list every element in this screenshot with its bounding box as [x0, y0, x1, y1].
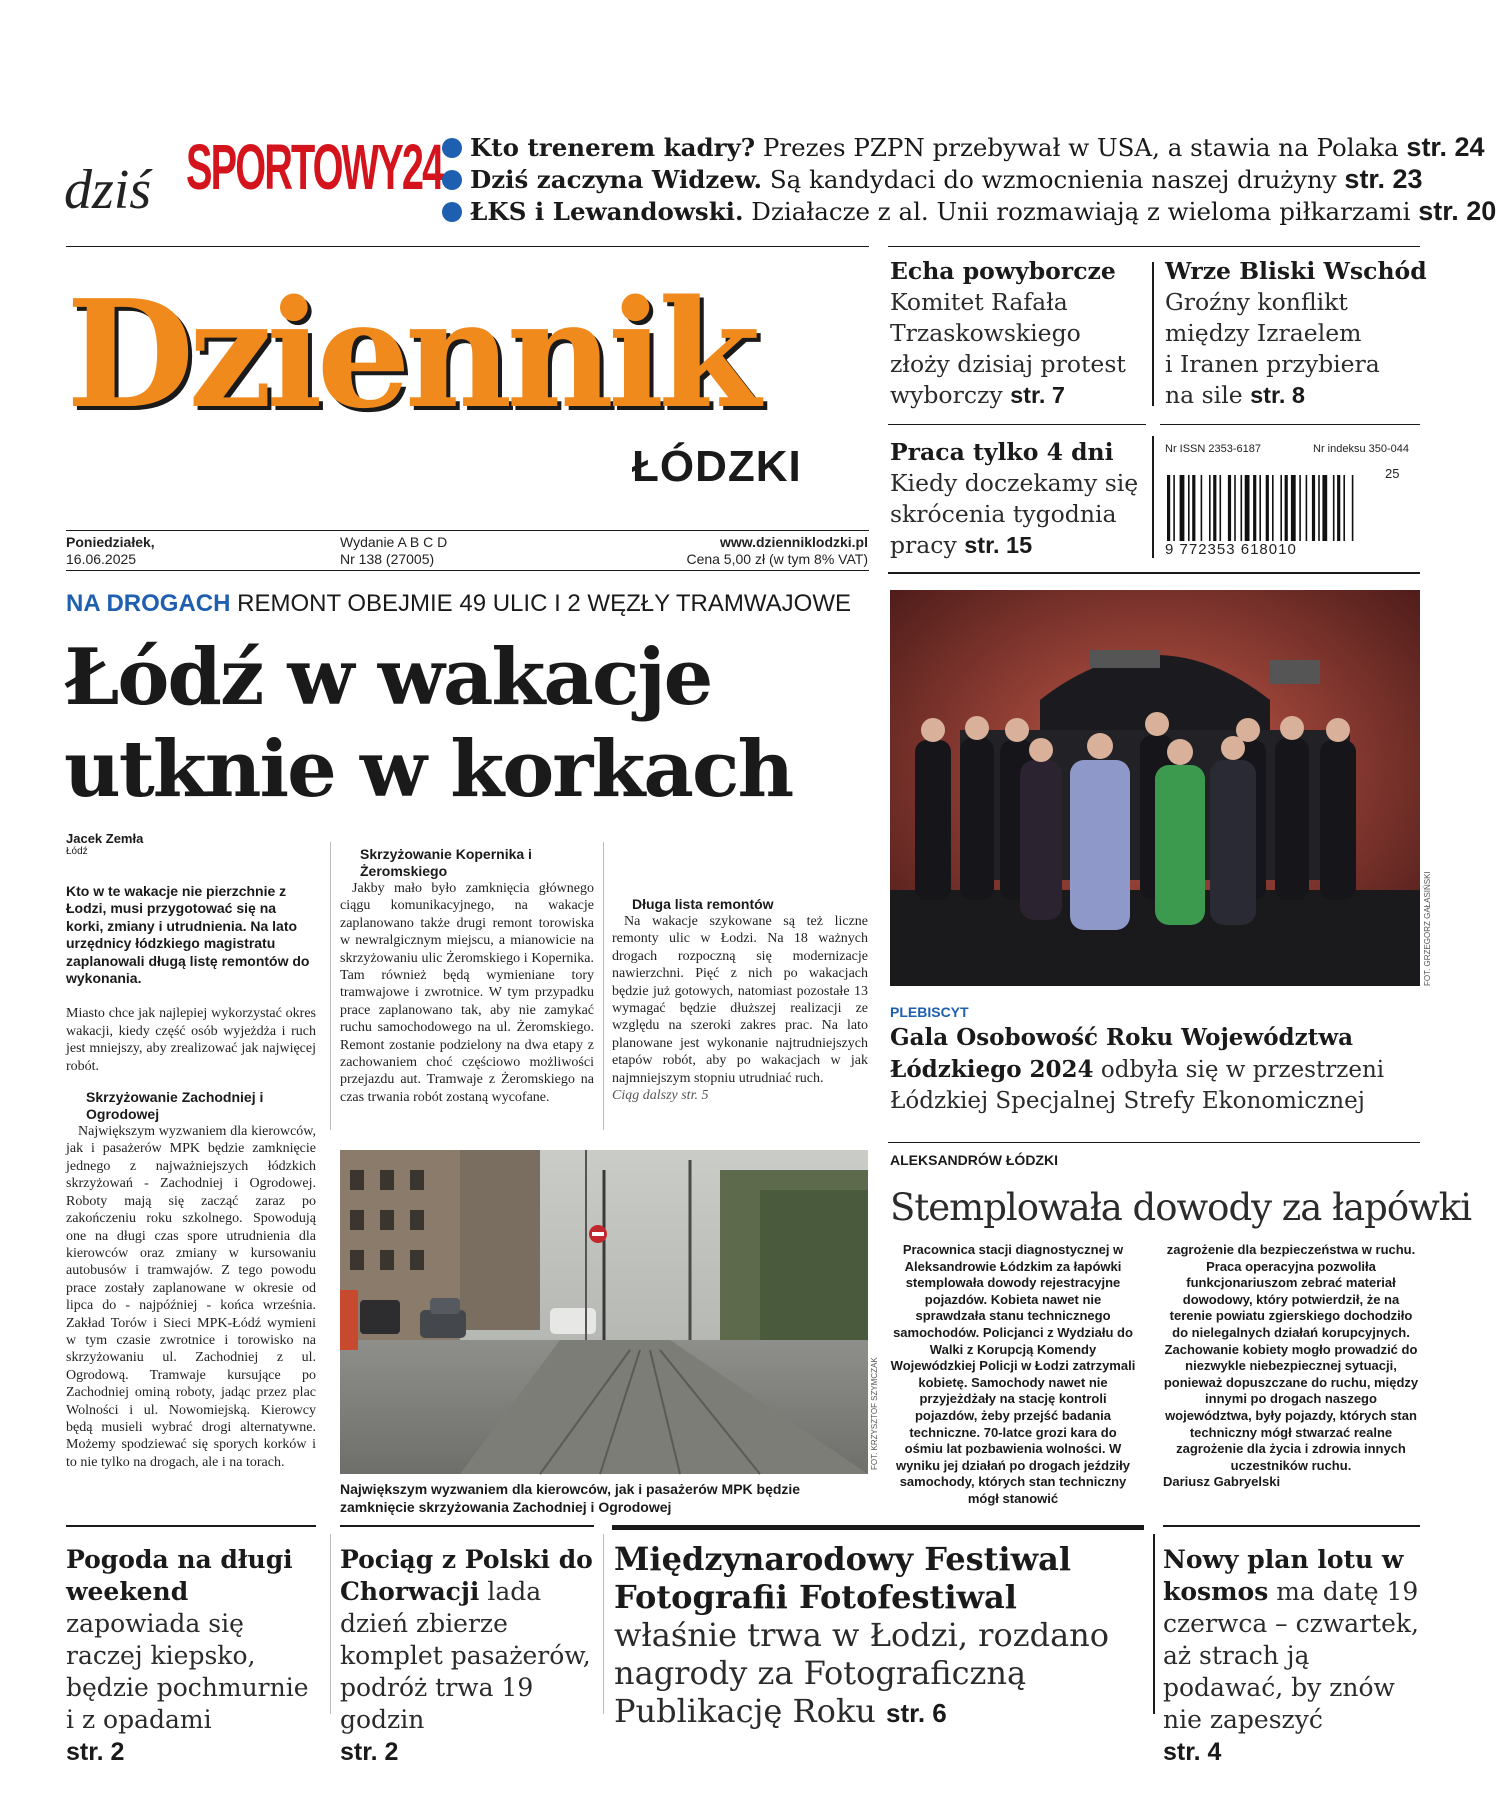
teaser-ref: str. 8 — [1250, 382, 1305, 408]
teaser-head: Wrze Bliski Wschód — [1165, 257, 1427, 285]
article-subhead: Skrzyżowanie Kopernika i Żeromskiego — [360, 846, 532, 879]
teaser-line: i Iranen przybiera — [1165, 350, 1380, 378]
barcode-bar — [1201, 475, 1203, 541]
article-col-1 — [66, 831, 316, 1471]
teaser-head: Echa powyborcze — [890, 257, 1116, 285]
teaser-line: wyborczy — [890, 381, 1011, 409]
sport-teaser-text: Prezes PZPN przebywał w USA, a stawia na Polaka — [755, 133, 1407, 162]
teaser-ref: str. 4 — [1163, 1738, 1222, 1766]
teaser-line: skrócenia tygodnia — [890, 500, 1117, 528]
teaser-head: Nowy plan lotu w kosmos — [1163, 1545, 1404, 1606]
divider — [66, 570, 869, 571]
divider — [888, 424, 1146, 425]
divider — [1152, 436, 1154, 558]
gala-text: odbyła się w przestrzeni Łódzkiej Specjalnej Strefy Ekonomicznej — [890, 1057, 1385, 1114]
barcode-bar — [1280, 475, 1282, 541]
sport-teaser-text: Są kandydaci do wzmocnienia naszej drużyny — [762, 165, 1345, 194]
barcode-bar — [1234, 475, 1236, 541]
dzis-label: dziś — [64, 159, 152, 221]
teaser-head: Pogoda na długi weekend — [66, 1545, 293, 1606]
sport-teaser-ref: str. 20 — [1418, 196, 1496, 226]
divider — [888, 572, 1420, 574]
bottom-teaser-kosmos[interactable] — [1163, 1544, 1420, 1768]
barcode-bar — [1192, 475, 1195, 541]
barcode-bar — [1213, 475, 1216, 541]
article-text: Największym wyzwaniem dla kierowców, jak i pasażerów MPK będzie zamknięcie jednego z najważniejszych łódzkich skrzyżowań - Zachodniej i Ogrodowej. Roboty mają się zacząć zaraz po zakończeniu roku szkolnego. Spowodują one na długi czas spore utrudnienia dla kierowców oraz zmiany w kursowaniu autobusów i tramwajów. Z tego powodu prace zostały zaplanowane w okresie od lipca do - najpóźniej - końca września. Zakład Torów i Sieci MPK-Łódź wymieni w tym czasie zwrotnice i torowisko na skrzyżowaniu ul. Zachodniej z ul. Ogrodową. Tramwaje kursujące po Zachodniej ominą roboty, jadąc przez plac Wolności i ul. Nowomiejską. Kierowcy będą musieli wybrać drogi alternatywne. Możemy spodziewać się sporych korków i to nie tylko na drogach, ale i na torach. — [66, 1124, 316, 1470]
barcode-bar — [1337, 475, 1340, 541]
teaser-text: właśnie trwa w Łodzi, rozdano nagrody za Fotograficzną Publikację Roku — [614, 1616, 1110, 1730]
barcode-bar — [1343, 475, 1345, 541]
gala-kicker: PLEBISCYT — [890, 1004, 969, 1020]
photo-caption: Największym wyzwaniem dla kierowców, jak i pasażerów MPK będzie zamknięcie skrzyżowania Zachodniej i Ogrodowej — [340, 1481, 801, 1515]
teaser-ref: str. 2 — [66, 1738, 125, 1766]
headline-line: utknie w korkach — [64, 724, 793, 815]
gala-photo-image — [890, 590, 1420, 986]
bullet-icon — [442, 170, 462, 190]
barcode-bar — [1272, 475, 1274, 541]
barcode-bar — [1291, 475, 1296, 541]
aleks-text: zagrożenie dla bezpieczeństwa w ruchu. Praca operacyjna pozwoliła funkcjonariuszom zebrać materiał dowodowy, który potwierdził, że na terenie powiatu zgierskiego dochodziło do nielegalnych działań korupcyjnych. Zachowanie kobiety mogło prowadzić do niezwykle niebezpiecznej sytuacji, ponieważ dopuszczane do ruchu, między innymi po drogach naszego województwa, były pojazdy, których stan techniczny mógł stwarzać realne zagrożenie dla życia i zdrowia innych uczestników ruchu. — [1163, 1242, 1419, 1473]
sport-teaser-ref: str. 23 — [1344, 164, 1423, 194]
teaser-ref: str. 2 — [340, 1738, 399, 1766]
barcode-bar — [1352, 475, 1354, 541]
issue-day: Poniedziałek, — [66, 534, 155, 550]
barcode-bar — [1209, 475, 1211, 541]
article-text: Jakby mało było zamknięcia głównego ciągu komunikacyjnego, na wakacje zaplanowano także drugi remont torowiska w newralgicznym miejscu, a mianowicie na skrzyżowaniu ulic Żeromskiego i Kopernika. Tam również będą wymieniane tory tramwajowe i zwrotnice. W tym przypadku prace zaplanowano tak, aby nie zamykać ruchu samochodowego na ul. Żeromskiego. Remont zostanie podzielony na dwa etapy z zachowaniem choć częściowo możliwości przejazdu aut. Tramwaje z Żeromskiego na czas trwania robót zostaną wycofane. — [340, 881, 594, 1105]
teaser-line: na sile — [1165, 381, 1251, 409]
barcode-bar — [1188, 475, 1190, 541]
barcode-bar — [1245, 475, 1250, 541]
teaser-bliski-wschod[interactable] — [1165, 256, 1427, 411]
teaser-echa[interactable] — [890, 256, 1152, 411]
main-kicker — [66, 590, 851, 618]
teaser-line: Komitet Rafała — [890, 288, 1068, 316]
divider — [1152, 262, 1154, 406]
barcode-digits: 9 772353 618010 — [1165, 541, 1297, 558]
teaser-line: Kiedy doczekamy się — [890, 469, 1139, 497]
barcode-bar — [1312, 475, 1315, 541]
barcode-bar — [1253, 475, 1256, 541]
barcode-bar — [1167, 475, 1170, 541]
aleks-author: Dariusz Gabryelski — [1163, 1474, 1281, 1490]
main-headline[interactable] — [64, 632, 864, 816]
teaser-ref: str. 15 — [964, 532, 1033, 558]
bottom-teaser-weather[interactable] — [66, 1544, 316, 1768]
teaser-text: ma datę 19 czerwca – czwartek, aż strach ją podawać, by znów nie zapeszyć — [1163, 1577, 1419, 1734]
divider — [66, 1525, 316, 1527]
article-lead: Kto w te wakacje nie pierzchnie z Łodzi, musi przygotować się na korki, zmiany i utrudnienia. Na lato urzędnicy łódzkiego magistratu zaplanowali długą listę remontów do wykonania. — [66, 883, 310, 987]
teaser-head: Pociąg z Polski do Chorwacji — [340, 1545, 593, 1606]
street-photo — [340, 1150, 868, 1474]
teaser-line: pracy — [890, 531, 965, 559]
index-label: Nr indeksu 350-044 — [1313, 443, 1410, 455]
barcode-bar — [1306, 475, 1308, 541]
sport-teaser-ref: str. 24 — [1406, 132, 1485, 162]
divider — [330, 842, 331, 1130]
teaser-text: lada dzień zbierze komplet pasażerów, podróż trwa 19 godzin — [340, 1577, 591, 1734]
article-subhead: Długa lista remontów — [632, 896, 774, 912]
bottom-teaser-fotofestiwal[interactable] — [614, 1540, 1144, 1732]
teaser-ref: str. 7 — [1010, 382, 1065, 408]
street-photo-image — [340, 1150, 868, 1474]
divider — [1160, 424, 1420, 425]
teaser-head: Międzynarodowy Festiwal Fotografii Fotofestiwal — [614, 1540, 1071, 1616]
barcode-bar — [1266, 475, 1269, 541]
divider — [66, 246, 869, 247]
divider — [888, 246, 1420, 247]
teaser-praca[interactable] — [890, 437, 1152, 561]
website-link[interactable]: www.dzienniklodzki.pl — [719, 534, 868, 550]
bullet-icon — [442, 202, 462, 222]
divider — [1163, 1525, 1420, 1527]
barcode-bar — [1285, 475, 1288, 541]
article-paragraph: Miasto chce jak najlepiej wykorzystać okres wakacji, kiedy część osób wyjeżdża i ruch jest mniejszy, aby zrealizować jak najwięcej robót. — [66, 1006, 316, 1074]
gala-headline: Gala Osobowość Roku Województwa Łódzkiego 2024 — [890, 1024, 1354, 1083]
divider — [340, 1525, 594, 1527]
author-name: Jacek Zemła — [66, 831, 144, 846]
sport-teaser-lead: ŁKS i Lewandowski. — [470, 197, 744, 226]
photo-credit: FOT. KRZYSZTOF SZYMCZAK — [870, 1357, 879, 1470]
issue-date-block — [66, 534, 155, 568]
sport-teaser-lead: Dziś zaczyna Widzew. — [470, 165, 763, 194]
teaser-line: Trzaskowskiego — [890, 319, 1081, 347]
article-col-2 — [340, 846, 594, 1106]
divider — [603, 842, 604, 1130]
divider — [66, 530, 869, 531]
aleks-headline[interactable]: Stemplowała dowody za łapówki — [890, 1186, 1472, 1229]
issue-date: 16.06.2025 — [66, 551, 137, 567]
teaser-head: Praca tylko 4 dni — [890, 438, 1114, 466]
article-paragraph — [340, 880, 594, 1106]
photo-credit: FOT. GRZEGORZ GAŁASIŃSKI — [1423, 871, 1432, 986]
article-col-3 — [612, 846, 868, 1104]
barcode-bar — [1228, 475, 1231, 541]
kicker-label: NA DROGACH — [66, 590, 231, 617]
continued-link[interactable]: Ciąg dalszy str. 5 — [612, 1088, 709, 1104]
bullet-icon — [442, 138, 462, 158]
issue-number-small: 25 — [1385, 466, 1400, 481]
divider — [888, 1142, 1420, 1143]
sportowy24-logo: SPORTOWY24 — [186, 131, 443, 203]
sport-teaser-lead: Kto trenerem kadry? — [470, 133, 756, 162]
gala-story[interactable] — [890, 1022, 1450, 1117]
edition-label: Wydanie A B C D — [340, 534, 448, 550]
teaser-line: między Izraelem — [1165, 319, 1362, 347]
aleks-kicker: ALEKSANDRÓW ŁÓDZKI — [890, 1152, 1058, 1168]
aleks-col-2 — [1163, 1242, 1419, 1491]
aleks-col-1: Pracownica stacji diagnostycznej w Aleksandrowie Łódzkim za łapówki stemplowała dowody rejestracyjne pojazdów. Kobieta nawet nie sprawdzała stanu technicznego samochodów. Policjanci z Wydziału do Walki z Korupcją Komendy Wojewódzkiej Policji w Łodzi zatrzymali kobietę. Samochody nawet nie przyjeżdżały na stację kontroli pojazdów, żeby przejść badania techniczne. 70-latce grozi kara do ośmiu lat pozbawienia wolności. W wyniku jej działań po drogach jeździły samochody, których stan techniczny mógł stanowić — [890, 1242, 1136, 1506]
barcode-bar — [1241, 475, 1243, 541]
issn-label: Nr ISSN 2353-6187 — [1165, 443, 1261, 455]
sport-teaser-1[interactable] — [442, 132, 1484, 163]
teaser-line: złoży dzisiaj protest — [890, 350, 1126, 378]
article-subhead: Skrzyżowanie Zachodniej i Ogrodowej — [86, 1089, 264, 1123]
author-place: Łódź — [66, 846, 88, 857]
divider — [330, 1534, 331, 1714]
sport-teaser-3[interactable] — [442, 196, 1496, 227]
article-paragraph — [66, 1123, 316, 1471]
teaser-line: Groźny konflikt — [1165, 288, 1348, 316]
barcode-bar — [1220, 475, 1222, 541]
edition-block — [340, 534, 447, 568]
headline-line: Łódź w wakacje — [64, 632, 712, 723]
kicker-text: REMONT OBEJMIE 49 ULIC I 2 WĘZŁY TRAMWAJOWE — [230, 590, 851, 617]
lodzki-logo: ŁÓDZKI — [632, 442, 802, 491]
barcode-bar — [1299, 475, 1301, 541]
article-text: Na wakacje szykowane są też liczne remonty ulic w Łodzi. Na 18 ważnych drogach rozpoczną się modernizacje nawierzchni. Pięć z nich po wakacjach będzie już gotowych, natomiast pozostałe 13 wymagać będzie dłuższej realizacji ze względu na szeroki zakres prac. Na lato planowane jest wykonanie najtrudniejszych etapów robót, aby po wakacjach w jak najmniejszym stopniu utrudniać ruch. — [612, 914, 868, 1086]
teaser-text: zapowiada się raczej kiepsko, będzie pochmurnie i z opadami — [66, 1609, 309, 1734]
barcode-bar — [1180, 475, 1185, 541]
gala-photo — [890, 590, 1420, 986]
issue-number: Nr 138 (27005) — [340, 551, 435, 567]
barcode-bar — [1173, 475, 1175, 541]
dziennik-logo: Dziennik — [66, 267, 755, 441]
divider — [1153, 1534, 1155, 1714]
barcode-bar — [1333, 475, 1335, 541]
price-label: Cena 5,00 zł (w tym 8% VAT) — [686, 551, 868, 567]
divider — [603, 1534, 604, 1714]
teaser-ref: str. 6 — [886, 1698, 947, 1728]
sport-teaser-2[interactable] — [442, 164, 1422, 195]
barcode-bar — [1322, 475, 1327, 541]
website-block — [600, 534, 868, 568]
bottom-teaser-train[interactable] — [340, 1544, 594, 1768]
divider — [612, 1525, 1144, 1530]
barcode-bar — [1259, 475, 1261, 541]
barcode-bar — [1318, 475, 1320, 541]
sport-teaser-text: Działacze z al. Unii rozmawiają z wieloma piłkarzami — [743, 197, 1419, 226]
article-paragraph — [612, 913, 868, 1087]
